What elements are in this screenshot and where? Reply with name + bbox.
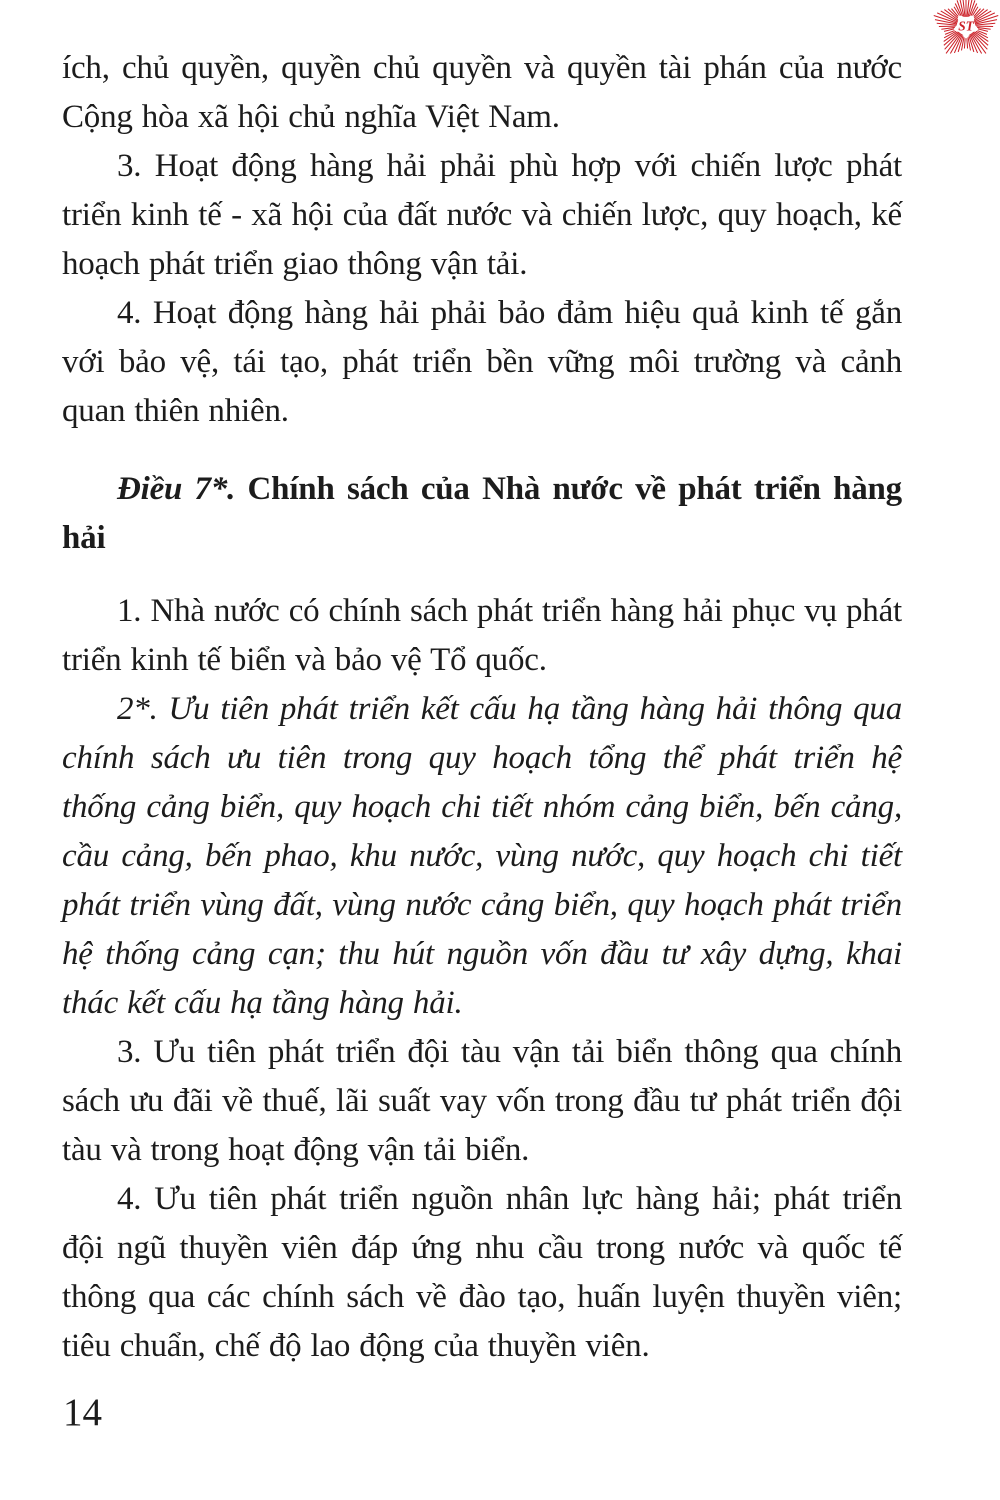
clause-paragraph: 3. Ưu tiên phát triển đội tàu vận tải biển thông qua chính sách ưu đãi về thuế, lãi suất vay vốn trong đầu tư phát triển đội tàu và trong hoạt động vận tải biển. [62, 1034, 902, 1168]
article-title: Chính sách của Nhà nước về phát triển hàng hải [62, 471, 902, 556]
page-number: 14 [63, 1391, 102, 1434]
body-paragraph: 3. Hoạt động hàng hải phải phù hợp với chiến lược phát triển kinh tế - xã hội của đất nước và chiến lược, quy hoạch, kế hoạch phát triển giao thông vận tải. [62, 148, 902, 282]
clause-paragraph-amended: 2*. Ưu tiên phát triển kết cấu hạ tầng hàng hải thông qua chính sách ưu tiên trong quy hoạch tổng thể phát triển hệ thống cảng biển, quy hoạch chi tiết nhóm cảng biển, bến cảng, cầu cảng, bến phao, khu nước, vùng nước, quy hoạch chi tiết phát triển vùng đất, vùng nước cảng biển, quy hoạch phát triển hệ thống cảng cạn; thu hút nguồn vốn đầu tư xây dựng, khai thác kết cấu hạ tầng hàng hải. [62, 691, 902, 1021]
logo-letters: ST [958, 18, 974, 34]
text-block [62, 44, 902, 1371]
article-heading [62, 465, 902, 563]
publisher-star-logo-icon [929, 0, 1000, 65]
body-paragraph: 4. Hoạt động hàng hải phải bảo đảm hiệu quả kinh tế gắn với bảo vệ, tái tạo, phát triển bền vững môi trường và cảnh quan thiên nhiên. [62, 295, 902, 429]
article-number: Điều 7*. [117, 471, 236, 507]
body-paragraph-continuation: ích, chủ quyền, quyền chủ quyền và quyền tài phán của nước Cộng hòa xã hội chủ nghĩa Việt Nam. [62, 50, 902, 135]
clause-paragraph: 1. Nhà nước có chính sách phát triển hàng hải phục vụ phát triển kinh tế biển và bảo vệ Tổ quốc. [62, 593, 902, 678]
clause-paragraph: 4. Ưu tiên phát triển nguồn nhân lực hàng hải; phát triển đội ngũ thuyền viên đáp ứng nhu cầu trong nước và quốc tế thông qua các chính sách về đào tạo, huấn luyện thuyền viên; tiêu chuẩn, chế độ lao động của thuyền viên. [62, 1181, 902, 1364]
